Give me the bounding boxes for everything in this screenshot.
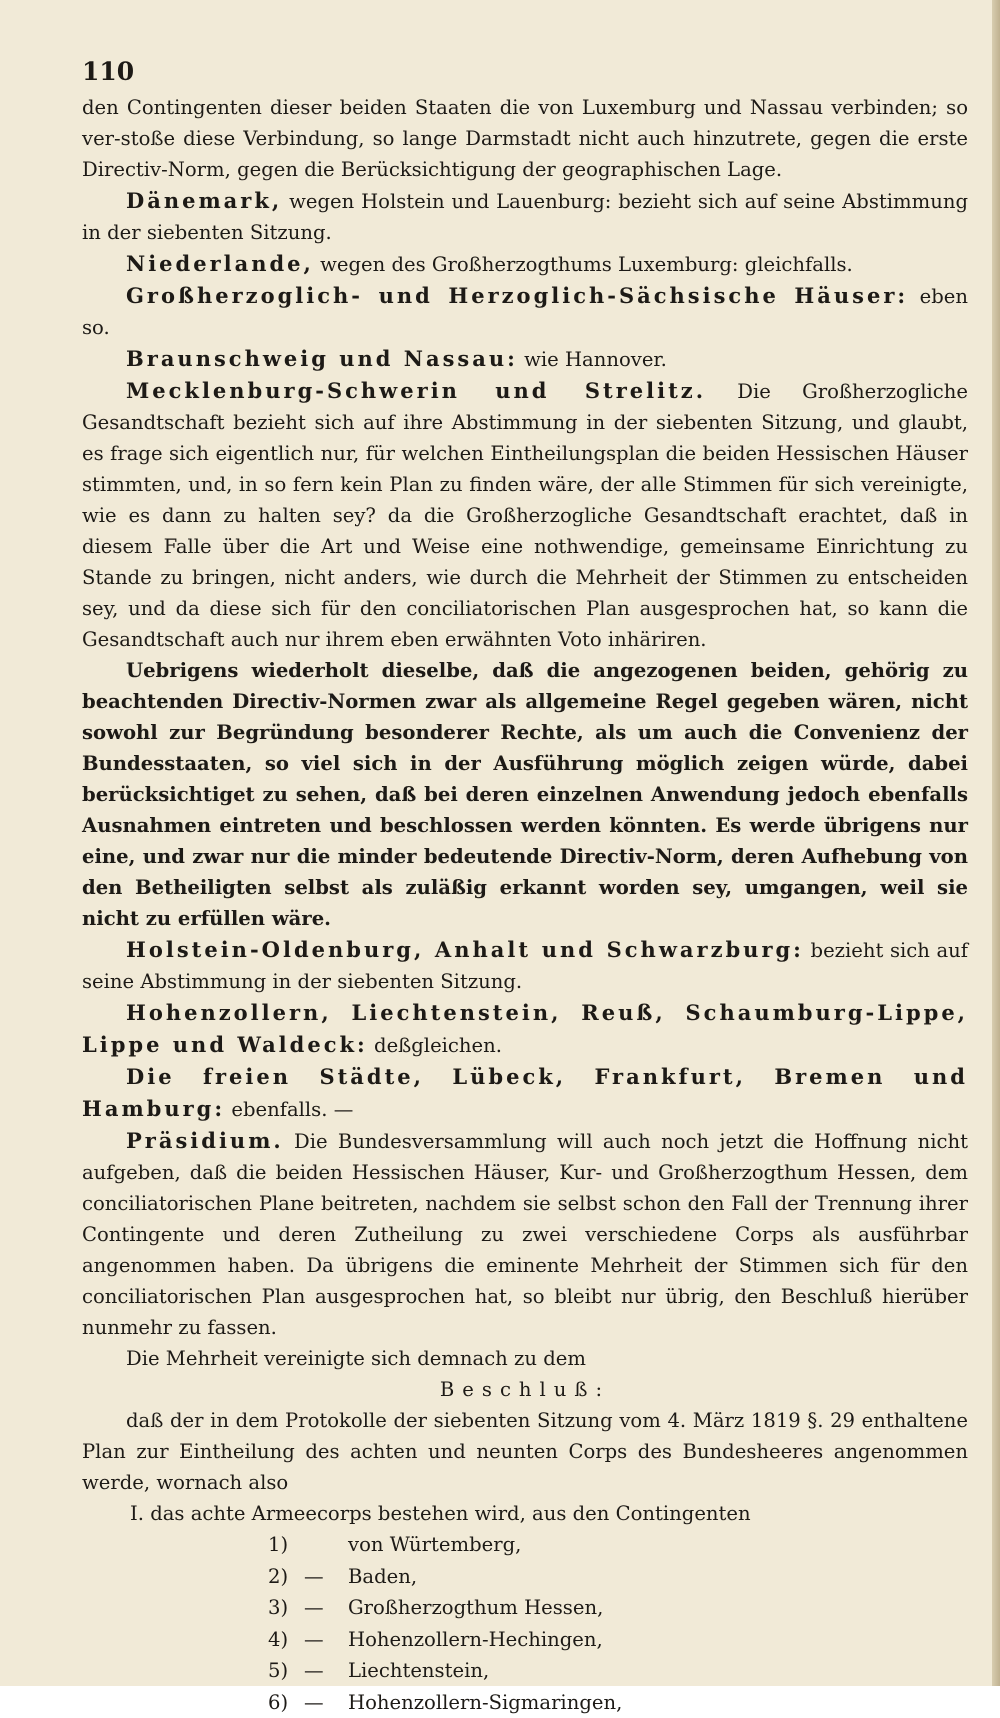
vote-state: Großherzoglich- und Herzoglich-Sächsische Häuser:: [126, 283, 908, 308]
vote-text: eben so.: [82, 285, 968, 339]
vote-mecklenburg: [82, 375, 968, 655]
page-text-block: [82, 52, 968, 1718]
vote-state: Hohenzollern, Liechtenstein, Reuß, Schaumburg-Lippe, Lippe und Waldeck:: [82, 1000, 968, 1057]
praesidium-label: Präsidium.: [126, 1128, 284, 1153]
vote-text: wegen des Großherzogthums Luxemburg: gleichfalls.: [320, 253, 853, 276]
vote-braunschweig-nassau: [82, 343, 968, 375]
praesidium-text: Die Bundesversammlung will auch noch jetzt die Hoffnung nicht aufgeben, daß die beiden Hessischen Häuser, Kur- und Großherzogthum Hessen, dem conciliatorischen Plane beitreten, nachdem sie selbst schon den Fall der Trennung ihrer Contingente und deren Zutheilung zu zwei verschiedene Corps als ausführbar angenommen haben. Da übrigens die eminente Mehrheit der Stimmen sich für den conciliatorischen Plan ausgesprochen hat, so bleibt nur übrig, den Beschluß hierüber nunmehr zu fassen.: [82, 1130, 968, 1339]
contingent-list: [82, 1529, 968, 1718]
page-number: 110: [82, 52, 968, 92]
vote-saechsische-haeuser: [82, 280, 968, 343]
vote-hohenzollern-group: [82, 997, 968, 1061]
paragraph-uebrigens: Uebrigens wiederholt dieselbe, daß die angezogenen beiden, gehörig zu beachtenden Directiv-Normen zwar als allgemeine Regel gegeben wären, nicht sowohl zur Begründung besonderer Rechte, als um auch die Convenienz der Bundesstaaten, so viel sich in der Ausführung möglich zeigen würde, dabei berücksichtiget zu sehen, daß bei deren einzelnen Anwendung jedoch ebenfalls Ausnahmen eintreten und beschlossen werden könnten. Es werde übrigens nur eine, und zwar nur die minder bedeutende Directiv-Norm, deren Aufhebung von den Betheiligten selbst als zuläßig erkannt worden sey, umgangen, weil sie nicht zu erfüllen wäre.: [82, 655, 968, 934]
vote-text: bezieht sich auf seine Abstimmung in der siebenten Sitzung.: [82, 939, 968, 993]
vote-text: wie Hannover.: [524, 348, 667, 371]
list-item: 1) von Würtemberg,: [268, 1529, 968, 1561]
vote-state: Mecklenburg-Schwerin und Strelitz.: [126, 378, 706, 403]
list-item: 6) — Hohenzollern-Sigmaringen,: [268, 1687, 968, 1718]
praesidium-statement: [82, 1125, 968, 1343]
vote-state: Holstein-Oldenburg, Anhalt und Schwarzburg:: [126, 937, 804, 962]
vote-state: Niederlande,: [126, 251, 314, 276]
paragraph-continuation: den Contingenten dieser beiden Staaten die von Luxemburg und Nassau verbinden; so ver-stoße diese Verbindung, so lange Darmstadt nicht auch hinzutrete, gegen die erste Directiv-Norm, gegen die Berücksichtigung der geographischen Lage.: [82, 92, 968, 185]
list-item: 3) — Großherzogthum Hessen,: [268, 1592, 968, 1624]
vote-freie-staedte: [82, 1061, 968, 1125]
beschluss-text: daß der in dem Protokolle der siebenten Sitzung vom 4. März 1819 §. 29 enthaltene Plan zur Eintheilung des achten und neunten Corps des Bundesheeres angenommen werde, wornach also: [82, 1405, 968, 1498]
list-heading: I. das achte Armeecorps bestehen wird, aus den Contingenten: [82, 1498, 968, 1529]
vote-holstein-oldenburg: [82, 934, 968, 997]
vote-text: ebenfalls. —: [231, 1098, 353, 1121]
vote-state: Die freien Städte, Lübeck, Frankfurt, Bremen und Hamburg:: [82, 1064, 968, 1121]
list-item: 5) — Liechtenstein,: [268, 1655, 968, 1687]
list-item: 2) — Baden,: [268, 1561, 968, 1593]
page-spine-edge: [992, 0, 1000, 1686]
vote-state: Braunschweig und Nassau:: [126, 346, 518, 371]
vote-niederlande: [82, 248, 968, 280]
vote-state: Dänemark,: [126, 188, 282, 213]
list-item: 4) — Hohenzollern-Hechingen,: [268, 1624, 968, 1656]
vote-text: deßgleichen.: [374, 1034, 502, 1057]
vote-daenemark: [82, 185, 968, 248]
beschluss-heading: Beschluß:: [82, 1374, 968, 1405]
vote-text: Die Großherzogliche Gesandtschaft bezieht sich auf ihre Abstimmung in der siebenten Sitzung, und glaubt, es frage sich eigentlich nur, für welchen Eintheilungsplan die beiden Hessischen Häuser stimmten, und, in so fern kein Plan zu finden wäre, der alle Stimmen für sich vereinigte, wie es dann zu halten sey? da die Großherzogliche Gesandtschaft erachtet, daß in diesem Falle über die Art und Weise eine nothwendige, gemeinsame Einrichtung zu Stande zu bringen, nicht anders, wie durch die Mehrheit der Stimmen zu entscheiden sey, und da diese sich für den conciliatorischen Plan ausgesprochen hat, so kann die Gesandtschaft auch nur ihrem eben erwähnten Voto inhäriren.: [82, 380, 968, 651]
vote-text: wegen Holstein und Lauenburg: bezieht sich auf seine Abstimmung in der siebenten Sitzung.: [82, 190, 968, 244]
mehrheit-line: Die Mehrheit vereinigte sich demnach zu dem: [82, 1343, 968, 1374]
